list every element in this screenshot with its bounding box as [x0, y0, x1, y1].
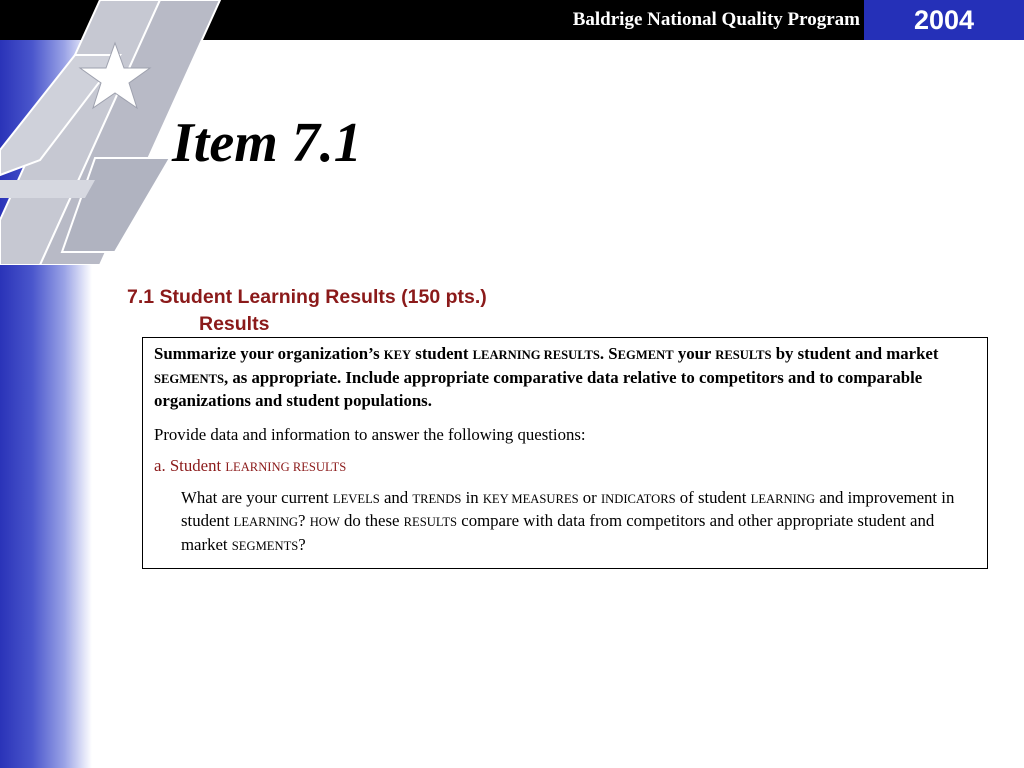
item-heading: 7.1 Student Learning Results (150 pts.): [127, 286, 487, 308]
item-category: Results: [199, 313, 270, 335]
criteria-subheading: a. Student LEARNING RESULTS: [154, 456, 347, 475]
small-caps-term: LEARNING: [233, 515, 299, 529]
slide-title: Item 7.1: [172, 112, 362, 174]
year-badge: 2004: [864, 0, 1024, 40]
criteria-question: What are your current LEVELS and TRENDS in KEY MEASURES or INDICATORS of student LEARNING and improvement in student LEARNING? HOW do these RESULTS compare with data from competitors and other appropriate student and market SEGMENTS?: [181, 487, 955, 554]
small-caps-term: LEARNING RESULTS: [472, 348, 600, 362]
small-caps-term: LEARNING: [750, 491, 815, 506]
small-caps-term: KEY: [383, 348, 412, 362]
criteria-summary: Summarize your organization’s KEY student LEARNING RESULTS. SEGMENT your RESULTS by student and market SEGMENTS, as appropriate. Include appropriate comparative data relative to competitors and to comparable organizations and student populations.: [154, 344, 939, 410]
small-caps-term: LEARNING RESULTS: [225, 460, 347, 474]
small-caps-term: EGMENT: [617, 348, 674, 362]
small-caps-term: HOW: [309, 515, 340, 529]
small-caps-term: RESULTS: [403, 515, 458, 529]
program-title: Baldrige National Quality Program: [572, 9, 860, 30]
small-caps-term: TRENDS: [412, 491, 462, 506]
criteria-instructions: Provide data and information to answer the following questions:: [154, 424, 586, 444]
small-caps-term: SEGMENTS: [231, 538, 299, 553]
small-caps-term: SEGMENTS: [154, 371, 224, 386]
small-caps-term: KEY MEASURES: [482, 491, 579, 506]
criteria-box: [142, 337, 988, 569]
small-caps-term: RESULTS: [715, 348, 772, 362]
small-caps-term: LEVELS: [332, 491, 380, 506]
small-caps-term: INDICATORS: [600, 491, 676, 506]
